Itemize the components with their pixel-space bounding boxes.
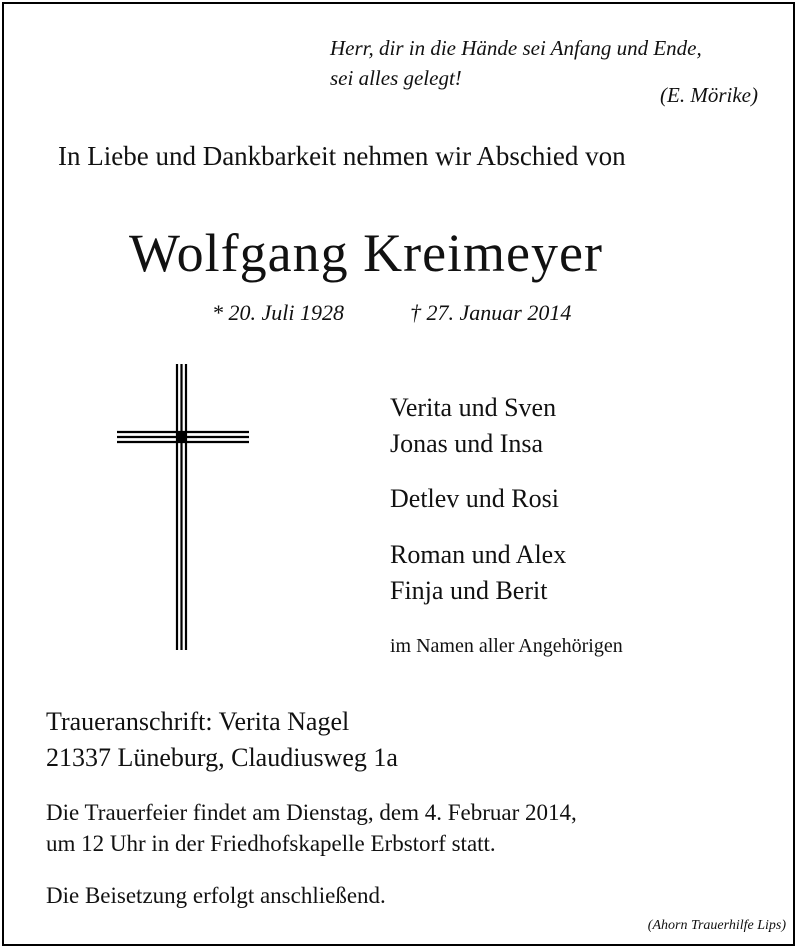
ceremony-line-1: Die Trauerfeier findet am Dienstag, dem 4. Februar 2014, xyxy=(46,800,577,825)
birth-date: * 20. Juli 1928 xyxy=(212,300,344,325)
address-line-1: Traueranschrift: Verita Nagel xyxy=(46,707,350,736)
burial-text: Die Beisetzung erfolgt anschließend. xyxy=(46,883,386,908)
family-member: Detlev und Rosi xyxy=(390,484,559,513)
cross-icon xyxy=(115,362,251,652)
ceremony-line-2: um 12 Uhr in der Friedhofskapelle Erbstorf statt. xyxy=(46,831,496,856)
credit-text: (Ahorn Trauerhilfe Lips) xyxy=(647,918,786,933)
quote-line-2: sei alles gelegt! xyxy=(330,66,462,90)
death-date: † 27. Januar 2014 xyxy=(410,300,572,325)
family-member: Verita und Sven xyxy=(390,393,557,422)
quote-line-1: Herr, dir in die Hände sei Anfang und Ende, xyxy=(330,36,702,60)
family-note: im Namen aller Angehörigen xyxy=(390,635,623,657)
family-member: Jonas und Insa xyxy=(390,429,544,458)
quote-author: (E. Mörike) xyxy=(660,83,758,107)
intro-text: In Liebe und Dankbarkeit nehmen wir Abschied von xyxy=(58,141,626,171)
address-line-2: 21337 Lüneburg, Claudiusweg 1a xyxy=(46,743,398,772)
family-member: Roman und Alex xyxy=(390,540,567,569)
family-member: Finja und Berit xyxy=(390,576,548,605)
deceased-name: Wolfgang Kreimeyer xyxy=(129,223,603,283)
